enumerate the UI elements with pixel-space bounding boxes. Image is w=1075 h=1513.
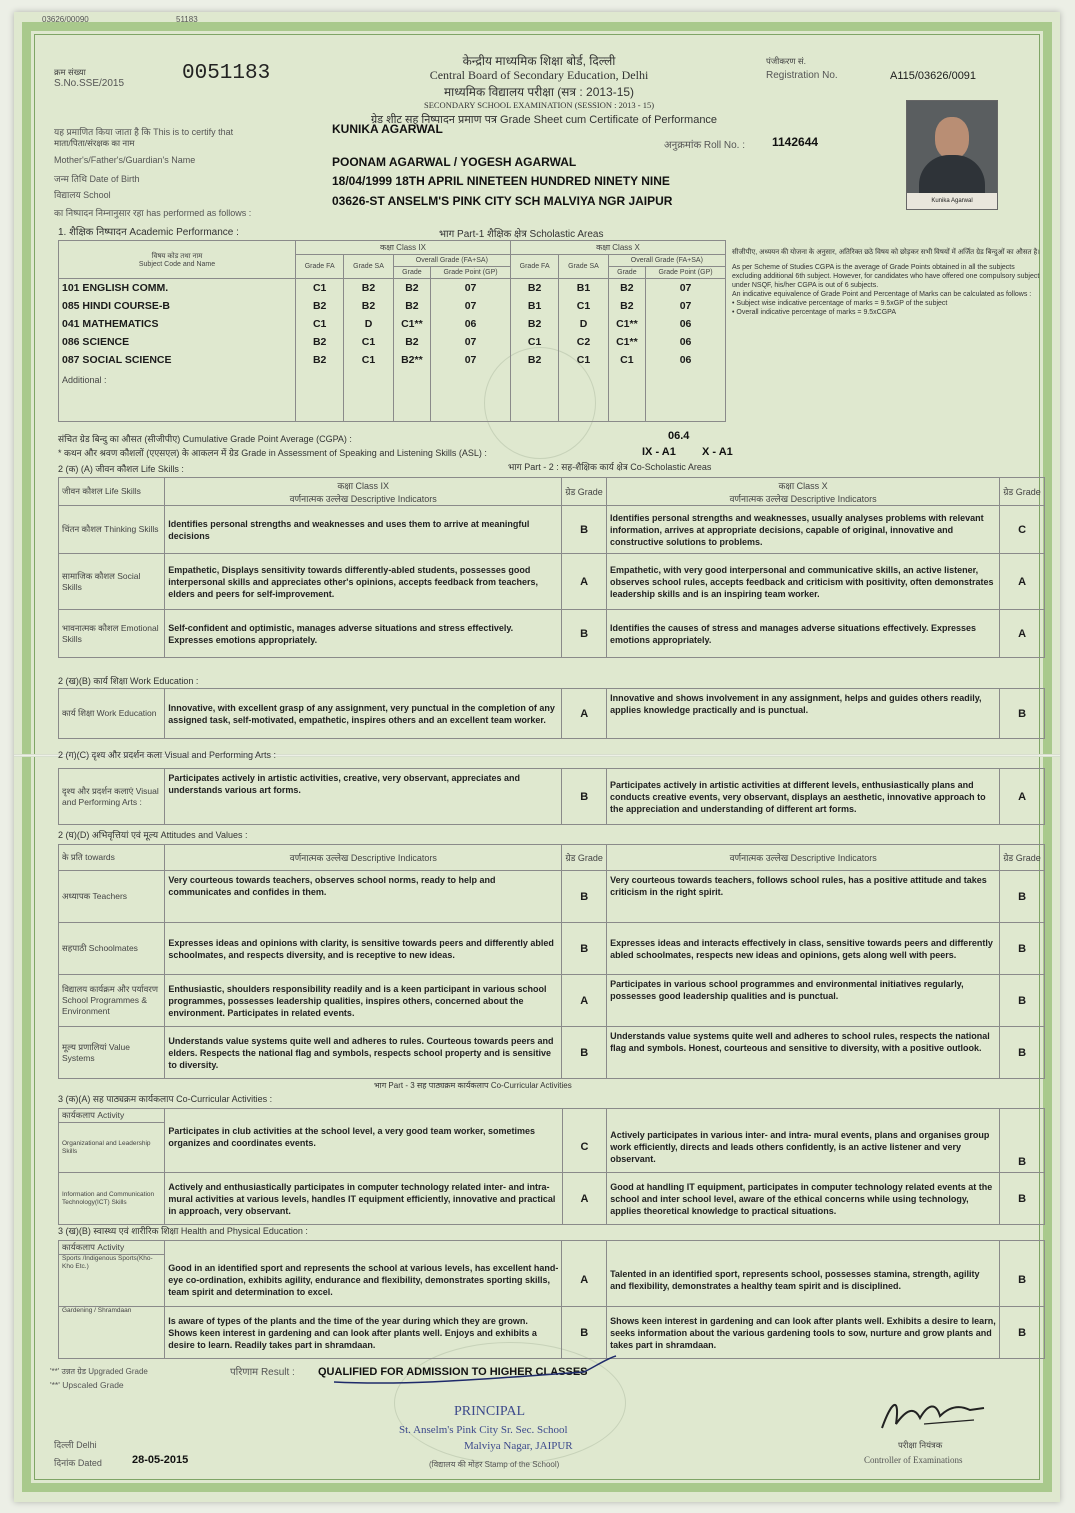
cgpa-label: संचित ग्रेड बिन्दु का औसत (सीजीपीए) Cumulative Grade Point Average (CGPA) : — [58, 434, 352, 444]
notes-scheme: As per Scheme of Studies CGPA is the average of Grade Points obtained in all the subjects excluding additional 6th subject. However, for candidates who have offered one compulsory subject under NSQF, his/her CGPA is out of 6 subjects. — [732, 264, 1040, 289]
col-grade-ix: ग्रेड Grade — [562, 845, 607, 871]
issue-date: 28-05-2015 — [132, 1454, 189, 1466]
col-desc-x: वर्णनात्मक उल्लेख Descriptive Indicators — [607, 845, 1000, 871]
descriptor-ix: Enthusiastic, shoulders responsibility readily and is a keen participant in various school programmes, possesses leadership qualities, inspires others, concerned about the environment. Participates in related events. — [165, 975, 562, 1027]
grade-cell: B2 — [393, 333, 430, 351]
controller-title-hi: परीक्षा नियंत्रक — [898, 1440, 943, 1450]
work-education-section-label: 2 (ख)(B) कार्य शिक्षा Work Education : — [58, 676, 199, 686]
x-grade: Grade — [608, 267, 645, 279]
grade-ix: B — [562, 923, 607, 975]
reg-label: Registration No. — [766, 70, 838, 81]
row-label: Organizational and Leadership Skills — [59, 1123, 165, 1173]
asl-class-ix: IX - A1 — [642, 446, 676, 458]
col-desc-x: वर्णनात्मक उल्लेख Descriptive Indicators — [729, 493, 877, 504]
notes-equivalence: An indicative equivalence of Grade Point and Percentage of Marks can be calculated as follows : — [732, 291, 1032, 298]
upscaled-grade-note: '**' Upscaled Grade — [50, 1380, 124, 1390]
descriptor-ix: Self-confident and optimistic, manages adverse situations and stress effectively. Expresses emotions appropriately. — [165, 610, 562, 658]
descriptor-ix: Is aware of types of the plants and the time of the year during which they are grown. Shows keen interest in gardening and can look after plants well. Enjoys and exhibits a desire to learn. Readily takes part in shramdaan. — [165, 1307, 562, 1359]
grade-x: B — [1000, 1027, 1045, 1079]
co-curricular-part-label: भाग Part - 3 सह पाठ्यक्रम कार्यकलाप Co-Curricular Activities — [374, 1081, 572, 1090]
grade-cell: B2 — [296, 333, 344, 351]
grade-ix: B — [562, 1027, 607, 1079]
grade-cell: B2** — [393, 351, 430, 369]
subject-row — [59, 315, 726, 333]
subject-row — [59, 297, 726, 315]
grade-x: B — [1000, 1307, 1045, 1359]
parent-label: Mother's/Father's/Guardian's Name — [54, 155, 196, 165]
grade-cell: B2 — [608, 297, 645, 315]
grade-ix: A — [562, 1255, 607, 1307]
row-label: सामाजिक कौशल Social Skills — [59, 554, 165, 610]
serial-number: 0051183 — [182, 62, 271, 85]
scholastic-part-label: भाग Part-1 शैक्षिक क्षेत्र Scholastic Areas — [439, 229, 604, 240]
place-label: दिल्ली Delhi — [54, 1440, 97, 1450]
grade-ix: A — [562, 554, 607, 610]
col-grade-x: ग्रेड Grade — [1000, 845, 1045, 871]
descriptor-ix: Empathetic, Displays sensitivity towards differently-abled students, possesses good interpersonal skills and appreciates other's opinions, accepts feedback from teachers, elders and peers for self-improvement. — [165, 554, 562, 610]
descriptor-ix: Very courteous towards teachers, observes school norms, ready to help and communicates and confides in them. — [165, 871, 562, 923]
additional-row — [59, 369, 726, 422]
table-row — [59, 506, 1045, 554]
grade-ix: A — [562, 689, 607, 739]
ix-grade-sa: Grade SA — [344, 255, 393, 279]
descriptor-ix: Identifies personal strengths and weaknesses and uses them to arrive at meaningful decisions — [165, 506, 562, 554]
student-photo — [906, 100, 998, 210]
descriptor-ix: Participates in club activities at the school level, a very good team worker, sometimes organizes and coordinates events. — [165, 1123, 562, 1173]
visual-arts-section-label: 2 (ग)(C) दृश्य और प्रदर्शन कला Visual and Performing Arts : — [58, 750, 277, 760]
controller-title: Controller of Examinations — [864, 1455, 963, 1465]
table-row — [59, 1027, 1045, 1079]
result-value: QUALIFIED FOR ADMISSION TO HIGHER CLASSES — [318, 1366, 588, 1378]
col-x-desc — [607, 478, 1000, 506]
grade-ix: B — [562, 1307, 607, 1359]
grade-cell: C1 — [510, 333, 558, 351]
table-row — [59, 689, 1045, 739]
board-name-hi: केन्द्रीय माध्यमिक शिक्षा बोर्ड, दिल्ली — [462, 54, 616, 68]
school-name: 03626-ST ANSELM'S PINK CITY SCH MALVIYA NGR JAIPUR — [332, 194, 673, 208]
grade-cell: C1 — [559, 351, 608, 369]
descriptor-ix: Innovative, with excellent grasp of any assignment, very punctual in the completion of any assigned task, self-motivated, empathetic, inspires others and an excellent team worker. — [165, 689, 562, 739]
col-class-x: कक्षा Class X — [778, 480, 828, 491]
col-subject: Subject Code and Name — [138, 260, 216, 268]
grade-point-cell: 07 — [646, 279, 726, 297]
col-x-grade: ग्रेड Grade — [1000, 478, 1045, 506]
col-desc-ix: वर्णनात्मक उल्लेख Descriptive Indicators — [289, 493, 437, 504]
result-label: परिणाम Result : — [230, 1367, 295, 1378]
row-label: अध्यापक Teachers — [59, 871, 165, 923]
descriptor-x: Very courteous towards teachers, follows school rules, has a positive attitude and takes criticism in the right spirit. — [607, 871, 1000, 923]
descriptor-ix: Actively and enthusiastically participates in computer technology related inter- and intra-mural activities at various levels, handles IT equipment efficiently, innovative and practical in approach, very observant. — [165, 1173, 562, 1225]
reg-number: A115/03626/0091 — [890, 70, 977, 82]
principal-title: PRINCIPAL — [454, 1404, 526, 1419]
row-label: दृश्य और प्रदर्शन कलाएं Visual and Performing Arts : — [59, 769, 165, 825]
subject-name: 041 MATHEMATICS — [59, 315, 296, 333]
grade-point-cell: 07 — [431, 279, 511, 297]
table-row — [59, 610, 1045, 658]
date-label: दिनांक Dated — [54, 1458, 102, 1468]
exam-name: SECONDARY SCHOOL EXAMINATION (SESSION : 2013 - 15) — [423, 100, 655, 110]
ix-grade-fa: Grade FA — [296, 255, 344, 279]
health-section-label: 3 (ख)(B) स्वास्थ्य एवं शारीरिक शिक्षा Health and Physical Education : — [58, 1226, 308, 1236]
ix-gp: Grade Point (GP) — [431, 267, 511, 279]
grade-x: B — [1000, 975, 1045, 1027]
descriptor-x: Participates actively in artistic activities at different levels, enthusiastically plans and conducts creative events, very observant, displays an aesthetic, innovative approach to the appreciation and understanding of different art forms. — [607, 769, 1000, 825]
grade-ix: B — [562, 506, 607, 554]
descriptor-x: Expresses ideas and interacts effectively in class, sensitive towards peers and differently abled schoolmates, respects new ideas and opinions, gets along well with peers. — [607, 923, 1000, 975]
parents-name: POONAM AGARWAL / YOGESH AGARWAL — [332, 155, 577, 169]
co-scholastic-part-label: भाग Part - 2 : सह-शैक्षिक कार्य क्षेत्र Co-Scholastic Areas — [508, 462, 712, 472]
grade-cell: C1 — [608, 351, 645, 369]
descriptor-ix: Expresses ideas and opinions with clarity, is sensitive towards peers and differently abled schoolmates, and respects diversity, and is receptive to new ideas. — [165, 923, 562, 975]
row-label: विद्यालय कार्यक्रम और पर्यावरण School Programmes & Environment — [59, 975, 165, 1027]
grade-x: B — [1000, 1255, 1045, 1307]
certificate-title: ग्रेड शीट सह निष्पादन प्रमाण पत्र Grade Sheet cum Certificate of Performance — [370, 114, 718, 126]
grade-x: B — [1000, 871, 1045, 923]
col-ix-grade: ग्रेड Grade — [562, 478, 607, 506]
life-skills-table — [58, 477, 1045, 658]
top-code-a: 03626/00090 — [42, 15, 89, 24]
grade-cell: B2 — [344, 297, 393, 315]
grade-x: B — [1000, 923, 1045, 975]
subject-row — [59, 279, 726, 297]
top-code-b: 51183 — [176, 15, 198, 24]
table-row — [59, 1255, 1045, 1307]
col-activity: कार्यकलाप Activity — [59, 1109, 165, 1123]
grade-cell: B2 — [296, 351, 344, 369]
photo-caption: Kunika Agarwal — [907, 193, 997, 209]
ix-grade: Grade — [393, 267, 430, 279]
grade-ix: B — [562, 610, 607, 658]
subject-name: 101 ENGLISH COMM. — [59, 279, 296, 297]
serial-label: S.No.SSE/2015 — [54, 78, 125, 89]
grade-point-cell: 06 — [646, 333, 726, 351]
grade-cell: C1 — [344, 333, 393, 351]
ix-overall: Overall Grade (FA+SA) — [393, 255, 510, 267]
col-class-ix: कक्षा Class IX — [337, 480, 390, 491]
x-gp: Grade Point (GP) — [646, 267, 726, 279]
visual-arts-table — [58, 768, 1045, 825]
row-label: चिंतन कौशल Thinking Skills — [59, 506, 165, 554]
roll-number: 1142644 — [772, 135, 819, 149]
grade-point-cell: 07 — [431, 351, 511, 369]
descriptor-x: Talented in an identified sport, represents school, possesses stamina, strength, agility and flexibility, demonstrates a healthy team spirit and is disciplined. — [607, 1255, 1000, 1307]
dob-label: जन्म तिथि Date of Birth — [54, 174, 140, 184]
asl-label: * कथन और श्रवण कौशलों (एएसएल) के आकलन में ग्रेड Grade in Assessment of Speaking and Listening Skills (ASL) : — [58, 448, 487, 458]
cgpa-value: 06.4 — [668, 430, 690, 442]
roll-label: अनुक्रमांक Roll No. : — [664, 140, 746, 151]
subject-name: 087 SOCIAL SCIENCE — [59, 351, 296, 369]
x-grade-fa: Grade FA — [510, 255, 558, 279]
grade-cell: B2 — [510, 315, 558, 333]
notes-subject-wise: • Subject wise indicative percentage of marks = 9.5xGP of the subject — [732, 300, 948, 307]
grade-cell: B1 — [559, 279, 608, 297]
co-curricular-table — [58, 1108, 1045, 1225]
grade-cell: B2 — [510, 279, 558, 297]
exam-name-hi: माध्यमिक विद्यालय परीक्षा (सत्र : 2013-15) — [443, 85, 635, 99]
attitudes-table — [58, 844, 1045, 1079]
row-label: मूल्य प्रणालियां Value Systems — [59, 1027, 165, 1079]
descriptor-ix: Understands value systems quite well and adheres to rules. Courteous towards peers and elders. Respects the national flag and symbols, respects school property and is sensitive to diversity. — [165, 1027, 562, 1079]
grade-ix: A — [562, 1173, 607, 1225]
grade-cell: B2 — [608, 279, 645, 297]
student-name: KUNIKA AGARWAL — [332, 122, 443, 136]
grade-ix: C — [562, 1123, 607, 1173]
descriptor-ix: Participates actively in artistic activities, creative, very observant, appreciates and understands various art forms. — [165, 769, 562, 825]
row-label: कार्य शिक्षा Work Education — [59, 689, 165, 739]
certify-label: यह प्रमाणित किया जाता है कि This is to certify that — [54, 127, 234, 137]
grade-point-cell: 07 — [431, 297, 511, 315]
notes-overall-text: Overall indicative percentage of marks = 9.5xCGPA — [736, 309, 896, 316]
descriptor-x: Good at handling IT equipment, participates in computer technology related events at the school and inter school level, aware of the ethical concerns while using technology, applies theoretical knowledge to practical situations. — [607, 1173, 1000, 1225]
x-grade-sa: Grade SA — [559, 255, 608, 279]
health-table — [58, 1240, 1045, 1359]
notes-hindi: सीजीपीए, अध्ययन की योजना के अनुसार, अतिरिक्त छठे विषय को छोड़कर सभी विषयों में अर्जित ग्रेड बिन्दुओं का औसत है। — [732, 249, 1040, 256]
grade-ix: B — [562, 769, 607, 825]
col-ix-desc — [165, 478, 562, 506]
grade-x: A — [1000, 610, 1045, 658]
upgraded-grade-note: '**' उन्नत ग्रेड Upgraded Grade — [50, 1367, 148, 1376]
row-label: Sports /Indigenous Sports(Kho-Kho Etc.) — [59, 1255, 165, 1307]
grade-ix: A — [562, 975, 607, 1027]
notes-subject-wise-text: Subject wise indicative percentage of marks = 9.5xGP of the subject — [736, 300, 948, 307]
reg-label-hi: पंजीकरण सं. — [766, 56, 806, 66]
grade-point-cell: 07 — [646, 297, 726, 315]
grade-cell: C1** — [608, 315, 645, 333]
subject-name: 085 HINDI COURSE-B — [59, 297, 296, 315]
controller-signature — [874, 1390, 994, 1440]
stamp-caption: (विद्यालय की मोहर Stamp of the School) — [429, 1460, 560, 1469]
subject-row — [59, 333, 726, 351]
col-life-skills: जीवन कौशल Life Skills — [59, 478, 165, 506]
grade-x: A — [1000, 769, 1045, 825]
subject-name: 086 SCIENCE — [59, 333, 296, 351]
notes-overall: • Overall indicative percentage of marks = 9.5xCGPA — [732, 309, 896, 316]
grade-x: B — [1000, 1123, 1045, 1173]
work-education-table — [58, 688, 1045, 739]
descriptor-x: Shows keen interest in gardening and can look after plants well. Exhibits a desire to learn, seeks information about the various gardening tools to sow, nurture and grow plants and takes part in shramdaan. — [607, 1307, 1000, 1359]
row-label: Gardening / Shramdaan — [59, 1307, 165, 1359]
col-towards: के प्रति towards — [59, 845, 165, 871]
grade-point-cell: 07 — [431, 333, 511, 351]
grade-cell: C1** — [393, 315, 430, 333]
school-stamp-line-2: Malviya Nagar, JAIPUR — [464, 1440, 573, 1452]
cgpa-notes — [732, 248, 1042, 317]
academic-table — [58, 240, 726, 422]
serial-label-hi: क्रम संख्या — [54, 67, 86, 77]
grade-cell: D — [559, 315, 608, 333]
school-label: विद्यालय School — [54, 190, 111, 200]
x-overall: Overall Grade (FA+SA) — [608, 255, 725, 267]
grade-cell: B2 — [510, 351, 558, 369]
grade-cell: B2 — [393, 279, 430, 297]
grade-cell: C2 — [559, 333, 608, 351]
life-skills-section-label: 2 (क) (A) जीवन कौशल Life Skills : — [58, 464, 184, 474]
grade-x: A — [1000, 554, 1045, 610]
academic-section-label: 1. शैक्षिक निष्पादन Academic Performance : — [58, 227, 239, 238]
additional-label: Additional : — [59, 369, 296, 422]
descriptor-x: Understands value systems quite well and adheres to school rules, respects the national flag and symbols. Honest, courteous and sensitive to diversity, with a positive outlook. — [607, 1027, 1000, 1079]
descriptor-x: Actively participates in various inter- and intra- mural events, plans and organises group work efficiently, directs and leads others confidently, is an active listener and very observant. — [607, 1123, 1000, 1173]
table-row — [59, 769, 1045, 825]
grade-point-cell: 06 — [646, 351, 726, 369]
col-subject-hi: विषय कोड तथा नाम — [151, 252, 203, 260]
descriptor-x: Participates in various school programmes and environmental initiatives regularly, possesses good leadership qualities and is punctual. — [607, 975, 1000, 1027]
grade-cell: C1 — [344, 351, 393, 369]
parent-label-hi: माता/पिता/संरक्षक का नाम — [54, 138, 135, 148]
performed-label: का निष्पादन निम्नानुसार रहा has performed as follows : — [54, 208, 252, 218]
result-pen-underline — [324, 1352, 624, 1386]
grade-cell: B2 — [296, 297, 344, 315]
grade-cell: B2 — [393, 297, 430, 315]
grade-cell: D — [344, 315, 393, 333]
grade-cell: C1** — [608, 333, 645, 351]
row-label: सहपाठी Schoolmates — [59, 923, 165, 975]
row-label: भावनात्मक कौशल Emotional Skills — [59, 610, 165, 658]
attitudes-section-label: 2 (घ)(D) अभिवृत्तियां एवं मूल्य Attitudes and Values : — [58, 830, 248, 840]
descriptor-x: Identifies the causes of stress and manages adverse situations effectively. Expresses emotions appropriately. — [607, 610, 1000, 658]
table-row — [59, 1123, 1045, 1173]
grade-sheet — [14, 12, 1060, 1502]
grade-cell: B2 — [344, 279, 393, 297]
grade-cell: C1 — [559, 297, 608, 315]
table-row — [59, 975, 1045, 1027]
table-row — [59, 1173, 1045, 1225]
class-x-header: कक्षा Class X — [510, 241, 725, 255]
grade-cell: B1 — [510, 297, 558, 315]
date-of-birth: 18/04/1999 18TH APRIL NINETEEN HUNDRED NINETY NINE — [332, 174, 670, 188]
class-ix-header: कक्षा Class IX — [296, 241, 511, 255]
board-name: Central Board of Secondary Education, Delhi — [429, 68, 649, 82]
table-row — [59, 1307, 1045, 1359]
co-curricular-section-label: 3 (क)(A) सह पाठ्यक्रम कार्यकलाप Co-Curricular Activities : — [58, 1094, 273, 1104]
table-row — [59, 871, 1045, 923]
col-desc-ix: वर्णनात्मक उल्लेख Descriptive Indicators — [165, 845, 562, 871]
grade-point-cell: 06 — [646, 315, 726, 333]
asl-class-x: X - A1 — [702, 446, 733, 458]
grade-x: B — [1000, 1173, 1045, 1225]
table-row — [59, 923, 1045, 975]
table-row — [59, 554, 1045, 610]
grade-point-cell: 06 — [431, 315, 511, 333]
descriptor-x: Empathetic, with very good interpersonal and communicative skills, an active listener, observes school rules, accepts feedback and criticism with positivity, often demonstrates leadership skills and is an inspiring team worker. — [607, 554, 1000, 610]
descriptor-x: Identifies personal strengths and weaknesses, usually analyses problems with relevant information, arrives at appropriate decisions, capable of original, innovative and constructive solutions to problems. — [607, 506, 1000, 554]
descriptor-ix: Good in an identified sport and represents the school at various levels, has excellent hand-eye co-ordination, exhibits agility, endurance and flexibility, demonstrates sporting skills, team spirit and determination to excel. — [165, 1255, 562, 1307]
grade-ix: B — [562, 871, 607, 923]
row-label: Information and Communication Technology(ICT) Skills — [59, 1173, 165, 1225]
grade-x: B — [1000, 689, 1045, 739]
grade-cell: C1 — [296, 279, 344, 297]
grade-cell: C1 — [296, 315, 344, 333]
descriptor-x: Innovative and shows involvement in any assignment, helps and guides others readily, applies knowledge practically and is punctual. — [607, 689, 1000, 739]
col-activity-health: कार्यकलाप Activity — [59, 1241, 165, 1255]
grade-x: C — [1000, 506, 1045, 554]
subject-row — [59, 351, 726, 369]
school-stamp-line-1: St. Anselm's Pink City Sr. Sec. School — [399, 1424, 568, 1436]
